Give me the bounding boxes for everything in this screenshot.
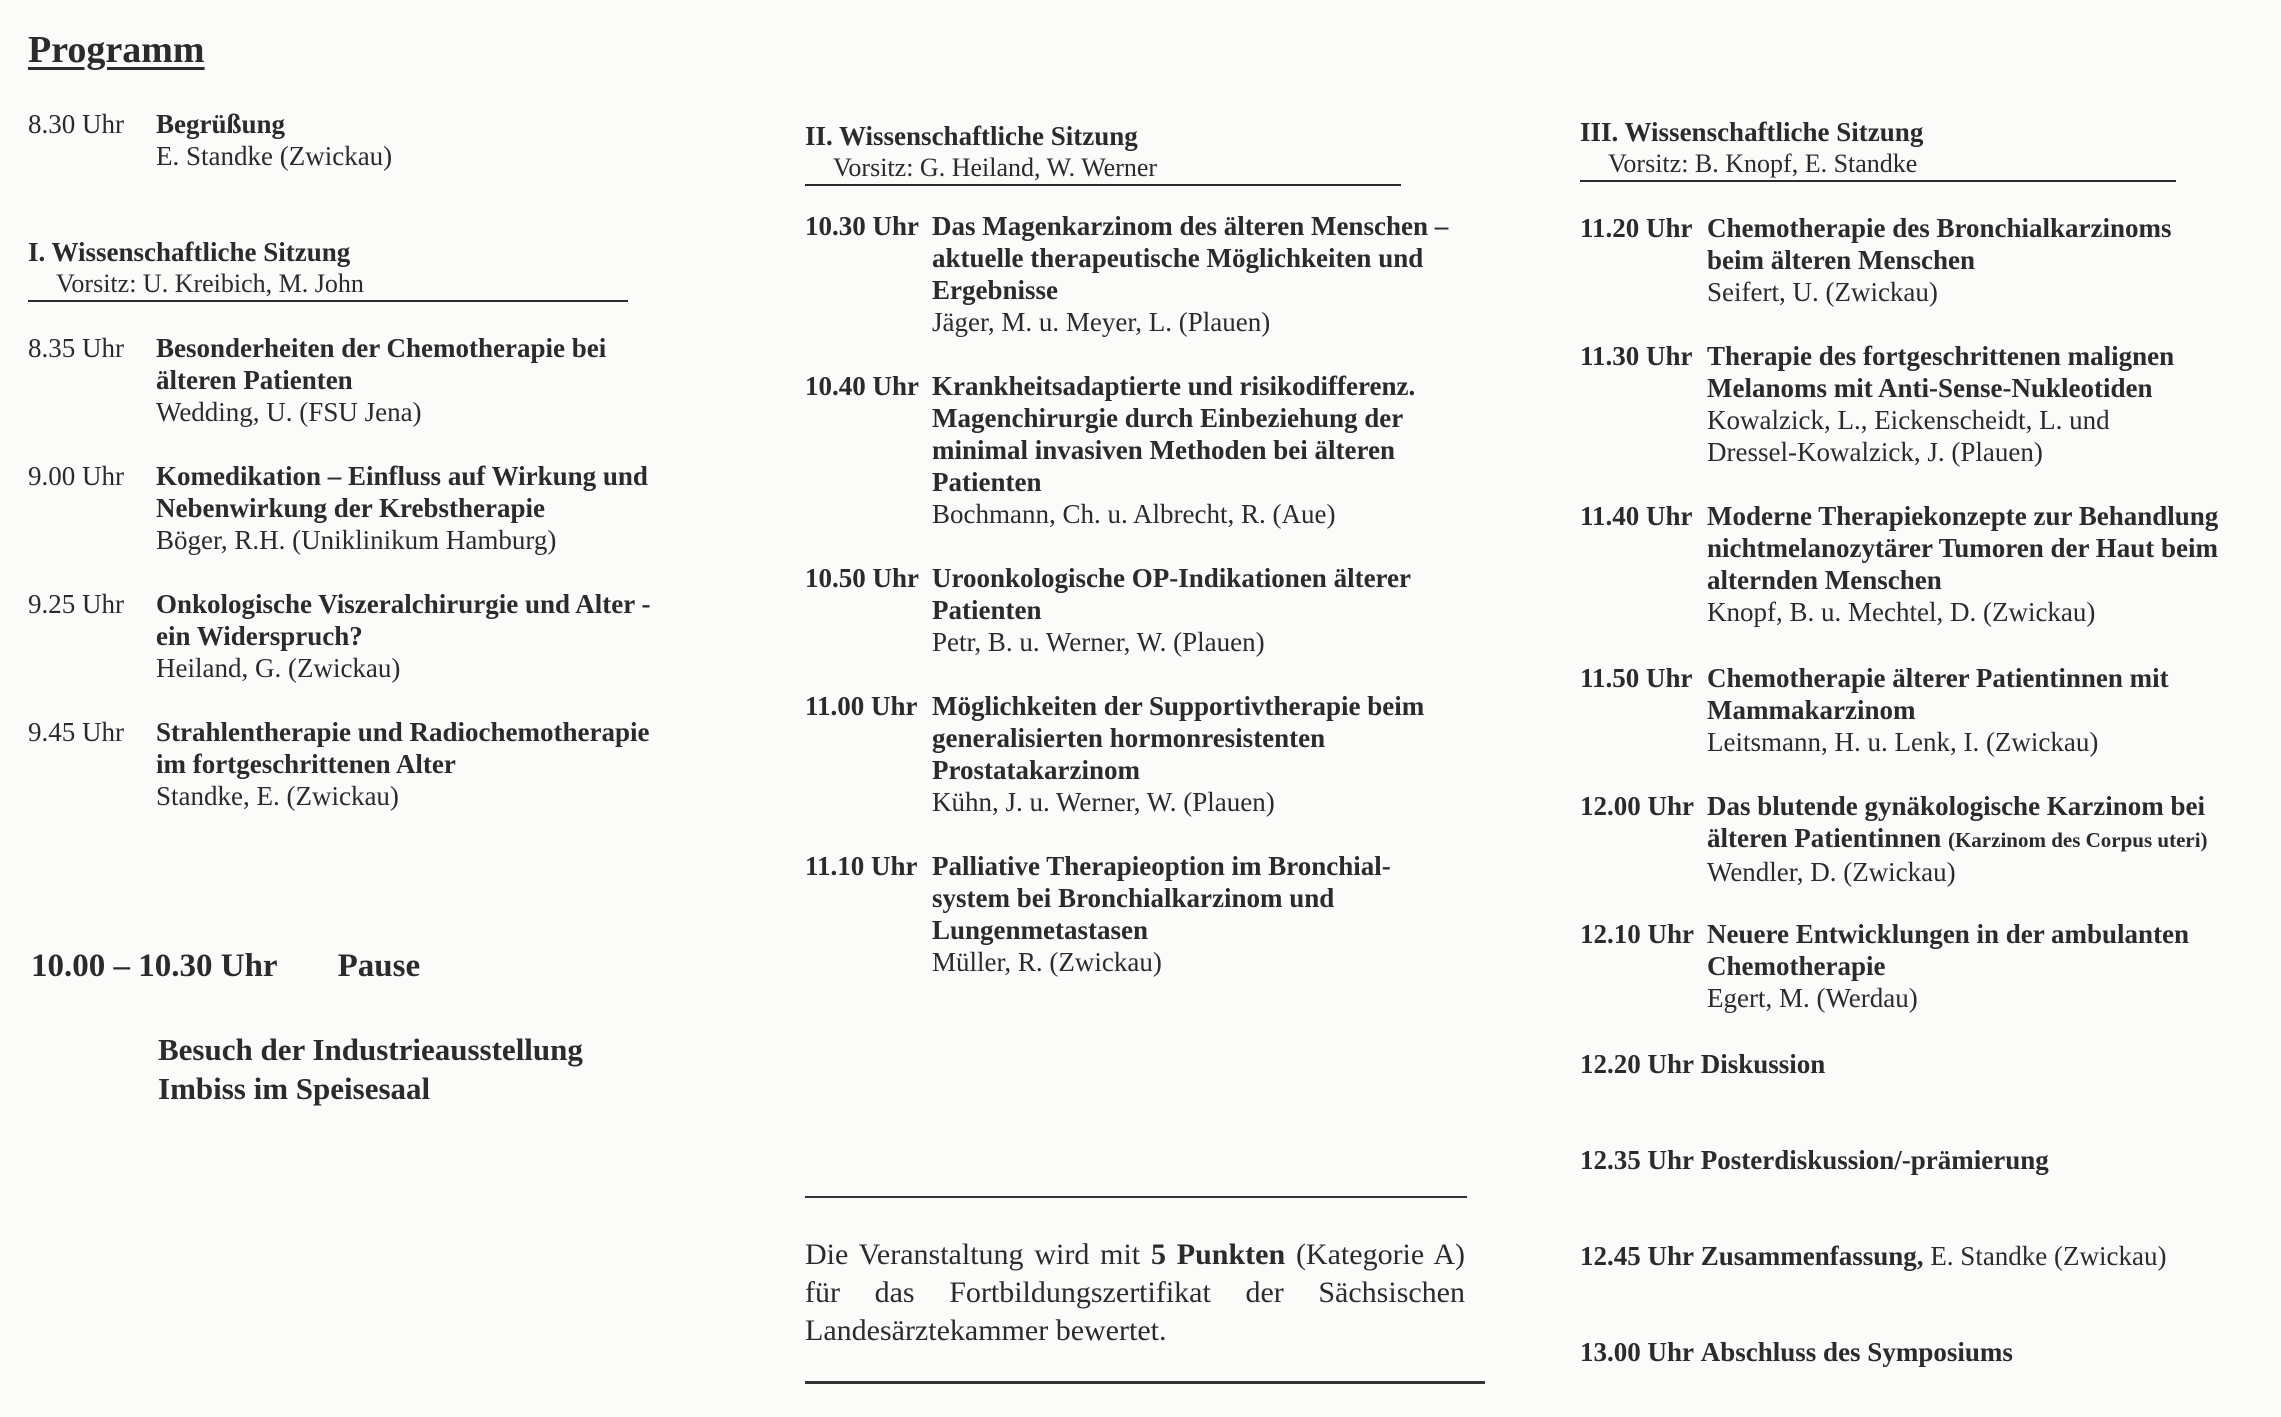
item-title-line: Ergebnisse (932, 275, 1059, 305)
item-time: 11.20 Uhr (1580, 213, 1693, 243)
program-item (1580, 662, 2280, 758)
item-speaker: Böger, R.H. (Uniklinikum Hamburg) (156, 525, 557, 555)
item-time: 9.00 Uhr (28, 461, 124, 491)
item-title-line: Neuere Entwicklungen in der ambulanten (1707, 919, 2190, 949)
item-title-line: Moderne Therapiekonzepte zur Behandlung (1707, 501, 2219, 531)
page-title: Programm (28, 29, 205, 71)
program-item-single (1580, 1336, 2013, 1368)
item-title-line: Lungenmetastasen (932, 915, 1149, 945)
item-time: 10.30 Uhr (805, 211, 919, 241)
item-title-line: Komedikation – Einfluss auf Wirkung und (156, 461, 648, 491)
session-1-header (28, 236, 628, 302)
item-time: 9.25 Uhr (28, 589, 124, 619)
item-title-line: ein Widerspruch? (156, 621, 363, 651)
item-title-line: im fortgeschrittenen Alter (156, 749, 456, 779)
program-item (805, 562, 1505, 658)
item-title: Zusammenfassung, (1700, 1241, 1924, 1271)
program-item (805, 370, 1505, 530)
item-speaker: Egert, M. (Werdau) (1707, 983, 1918, 1013)
item-title-line: Krankheitsadaptierte und risikodifferenz. (932, 371, 1416, 401)
item-title-line: Magenchirurgie durch Einbeziehung der (932, 403, 1404, 433)
item-title-text: älteren Patientinnen (1707, 823, 1942, 853)
program-item (1580, 340, 2280, 468)
cme-notice (805, 1236, 1465, 1350)
item-title-line: Palliative Therapieoption im Bronchial- (932, 851, 1391, 881)
session-chair: Vorsitz: B. Knopf, E. Standke (1580, 148, 2176, 182)
item-time: 11.30 Uhr (1580, 341, 1693, 371)
column-2 (805, 0, 1505, 1417)
item-title-line: Prostatakarzinom (932, 755, 1140, 785)
item-time: 10.40 Uhr (805, 371, 919, 401)
item-time: 12.00 Uhr (1580, 791, 1694, 821)
program-item (28, 716, 728, 812)
column-1 (28, 0, 728, 1417)
item-speaker: Standke, E. (Zwickau) (156, 781, 399, 811)
column-3 (1580, 0, 2280, 1417)
program-item (1580, 500, 2280, 628)
program-item (28, 332, 728, 428)
item-title-line: Patienten (932, 595, 1042, 625)
program-item (805, 850, 1505, 978)
item-note: (Karzinom des Corpus uteri) (1947, 828, 2208, 852)
item-speaker: Wendler, D. (Zwickau) (1707, 857, 1956, 887)
item-title-line: Strahlentherapie und Radiochemotherapie (156, 717, 650, 747)
item-title-line: alternden Menschen (1707, 565, 1942, 595)
item-time: 11.50 Uhr (1580, 663, 1693, 693)
program-item-single (1580, 1240, 2166, 1272)
program-item (28, 460, 728, 556)
divider (805, 1196, 1467, 1198)
item-title-line: Melanoms mit Anti-Sense-Nukleotiden (1707, 373, 2153, 403)
cme-points: 5 Punkten (1150, 1238, 1286, 1271)
item-title-line: Das blutende gynäkologische Karzinom bei (1707, 791, 2206, 821)
item-title-line: Onkologische Viszeralchirurgie und Alter - (156, 589, 651, 619)
item-title-line: Uroonkologische OP-Indikationen älterer (932, 563, 1412, 593)
item-title-line: Therapie des fortgeschrittenen malignen (1707, 341, 2175, 371)
program-item (1580, 212, 2280, 308)
item-time: 8.35 Uhr (28, 333, 124, 363)
session-chair: Vorsitz: G. Heiland, W. Werner (805, 152, 1401, 186)
session-2-header (805, 120, 1401, 186)
session-title: II. Wissenschaftliche Sitzung (805, 121, 1138, 151)
session-title: I. Wissenschaftliche Sitzung (28, 237, 351, 267)
item-title-line: nichtmelanozytärer Tumoren der Haut beim (1707, 533, 2218, 563)
item-title-line: system bei Bronchialkarzinom und (932, 883, 1335, 913)
item-title-line: Besonderheiten der Chemotherapie bei (156, 333, 607, 363)
item-speaker: Kühn, J. u. Werner, W. (Plauen) (932, 787, 1275, 817)
item-speaker: Seifert, U. (Zwickau) (1707, 277, 1938, 307)
item-time: 8.30 Uhr (28, 109, 124, 139)
item-title-line (1707, 822, 2280, 856)
program-item (28, 588, 728, 684)
item-time: 12.20 Uhr (1580, 1049, 1694, 1079)
item-time: 12.10 Uhr (1580, 919, 1694, 949)
program-item-single (1580, 1048, 1825, 1080)
item-speaker: Bochmann, Ch. u. Albrecht, R. (Aue) (932, 499, 1336, 529)
item-title-line: Nebenwirkung der Krebstherapie (156, 493, 546, 523)
divider (805, 1381, 1485, 1384)
item-title-line: Chemotherapie älterer Patientinnen mit (1707, 663, 2169, 693)
session-title: III. Wissenschaftliche Sitzung (1580, 117, 1924, 147)
item-title-line: Das Magenkarzinom des älteren Menschen – (932, 211, 1449, 241)
item-title-line: aktuelle therapeutische Möglichkeiten und (932, 243, 1424, 273)
program-item (1580, 790, 2280, 888)
program-item-single (1580, 1144, 2049, 1176)
item-time: 11.00 Uhr (805, 691, 918, 721)
item-speaker: Leitsmann, H. u. Lenk, I. (Zwickau) (1707, 727, 2099, 757)
item-time: 12.35 Uhr (1580, 1145, 1694, 1175)
item-time: 11.40 Uhr (1580, 501, 1693, 531)
program-item (805, 210, 1505, 338)
item-title-line: Chemotherapie (1707, 951, 1886, 981)
program-item (805, 690, 1505, 818)
item-title-line: generalisierten hormonresistenten (932, 723, 1326, 753)
item-title-line: älteren Patienten (156, 365, 353, 395)
item-speaker: Müller, R. (Zwickau) (932, 947, 1162, 977)
item-title-line: Mammakarzinom (1707, 695, 1916, 725)
session-3-header (1580, 116, 2176, 182)
item-title: Diskussion (1700, 1049, 1826, 1079)
item-title-line: Patienten (932, 467, 1042, 497)
pause-time: 10.00 – 10.30 Uhr (31, 948, 278, 984)
item-title: Abschluss des Symposiums (1700, 1337, 2013, 1367)
item-speaker: Dressel-Kowalzick, J. (Plauen) (1707, 437, 2043, 467)
session-chair: Vorsitz: U. Kreibich, M. John (28, 268, 628, 302)
item-speaker: Petr, B. u. Werner, W. (Plauen) (932, 627, 1265, 657)
cme-text: Die Veranstaltung wird mit (805, 1238, 1151, 1271)
item-speaker: Heiland, G. (Zwickau) (156, 653, 401, 683)
item-time: 9.45 Uhr (28, 717, 124, 747)
item-time: 10.50 Uhr (805, 563, 919, 593)
item-speaker: E. Standke (Zwickau) (156, 141, 393, 171)
item-title-line: minimal invasiven Methoden bei älteren (932, 435, 1395, 465)
program-item-opening (28, 108, 728, 172)
item-speaker: Kowalzick, L., Eickenscheidt, L. und (1707, 405, 2110, 435)
pause-row (31, 948, 420, 985)
item-speaker: Wedding, U. (FSU Jena) (156, 397, 422, 427)
item-title: Begrüßung (156, 109, 286, 139)
item-time: 12.45 Uhr (1580, 1241, 1694, 1271)
cme-text: (Kategorie A) für das Fortbildungszertifikat der Sächsischen Landesärztekammer bewertet. (805, 1238, 1466, 1347)
item-speaker: Knopf, B. u. Mechtel, D. (Zwickau) (1707, 597, 2096, 627)
break-info (158, 1030, 583, 1108)
item-title-line: Chemotherapie des Bronchialkarzinoms (1707, 213, 2172, 243)
break-line: Besuch der Industrieausstellung (158, 1032, 583, 1067)
item-speaker: Jäger, M. u. Meyer, L. (Plauen) (932, 307, 1271, 337)
item-time: 11.10 Uhr (805, 851, 918, 881)
break-line: Imbiss im Speisesaal (158, 1071, 431, 1106)
item-title: Posterdiskussion/-prämierung (1700, 1145, 2049, 1175)
item-title-line: Möglichkeiten der Supportivtherapie beim (932, 691, 1425, 721)
item-title-line: beim älteren Menschen (1707, 245, 1975, 275)
program-item (1580, 918, 2280, 1014)
item-speaker: E. Standke (Zwickau) (1930, 1241, 2167, 1271)
pause-label: Pause (337, 948, 421, 984)
item-time: 13.00 Uhr (1580, 1337, 1694, 1367)
